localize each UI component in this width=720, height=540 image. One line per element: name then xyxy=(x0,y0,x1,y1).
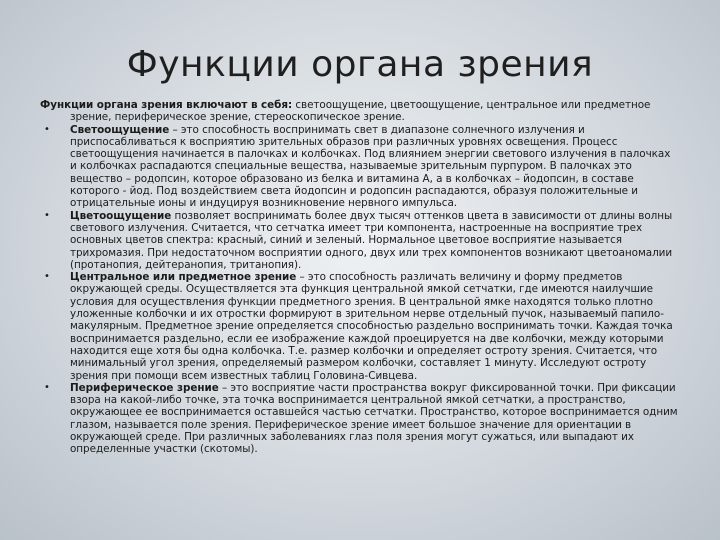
intro-text: светоощущение, цветоощущение, центральное или предметное зрение, периферическое зрение, стереоскопическое зрение. xyxy=(70,99,651,124)
item-term: Светоощущение xyxy=(70,123,170,136)
item-term: Центральное или предметное зрение xyxy=(70,271,297,284)
bullet-icon: • xyxy=(44,209,50,221)
item-text: позволяет воспринимать более двух тысяч оттенков цвета в зависимости от длины волны светового излучения. Считается, что сетчатка имеет три компонента, настроенные на восприятие трех основных цветов спектра: красный, синий и зеленый. Нормальное цветовое восприятие называется трихромазия. При недостаточном восприятии одного, двух или трех компонентов возникают цветоаномалии (протанопия, дейтеранопия, тританопия). xyxy=(70,209,673,271)
list-item-color-perception xyxy=(40,210,680,271)
intro-paragraph xyxy=(40,99,680,124)
item-term: Периферическое зрение xyxy=(70,381,219,394)
bullet-icon: • xyxy=(44,381,50,393)
slide-title: Функции органа зрения xyxy=(126,44,594,85)
bullet-icon: • xyxy=(44,271,50,283)
list-item-central-vision xyxy=(40,271,680,382)
item-text: – это способность различать величину и форму предметов окружающей среды. Осуществляется эта функция центральной ямкой сетчатки, где имеются наилучшие условия для осуществления функции предметного зрения. В центральной ямке находятся только плотно уложенные колбочки и их отростки формируют в зрительном нерве отдельный пучок, называемый папило-макулярным. Предметное зрение определяется способностью раздельно воспринимать точки. Каждая точка воспринимается раздельно, если ее изображение каждой проецируется на две колбочки, между которыми находится еще хотя бы одна колбочка. Т.е. размер колбочки и определяет остроту зрения. Считается, что минимальный угол зрения, определяемый размером колбочки, составляет 1 минуту. Исследуют остроту зрения при помощи всем известных таблиц Головина-Сивцева. xyxy=(70,271,673,382)
list-item-peripheral-vision xyxy=(40,382,680,456)
slide-body xyxy=(40,99,680,456)
item-text: – это способность воспринимать свет в диапазоне солнечного излучения и приспосабливаться к восприятию зрительных образов при различных уровнях освещения. Процесс светоощущения начинается в палочках и колбочках. Под влиянием энергии светового излучения в палочках и колбочках распадаются специальные вещества, называемые зрительным пурпуром. В палочках это вещество – родопсин, которое образовано из белка и витамина А, а в колбочках – йодопсин, в составе которого - йод. Под воздействием света йодопсин и родопсин распадаются, образуя положительные и отрицательные ионы и индуцируя возникновение нервного импульса. xyxy=(70,123,671,210)
item-term: Цветоощущение xyxy=(70,209,172,222)
item-text: – это восприятие части пространства вокруг фиксированной точки. При фиксации взора на какой-либо точке, эта точка воспринимается центральной ямкой сетчатки, а пространство, окружающее ее воспринимается оставшейся частью сетчатки. Пространство, которое воспринимается одним глазом, называется поле зрения. Периферическое зрение имеет большое значение для ориентации в окружающей среде. При различных заболеваниях глаз поля зрения могут сужаться, или выпадают их определенные участки (скотомы). xyxy=(70,381,678,456)
bullet-icon: • xyxy=(44,123,50,135)
list-item-light-perception xyxy=(40,124,680,210)
intro-lead: Функции органа зрения включают в себя: xyxy=(40,99,293,111)
